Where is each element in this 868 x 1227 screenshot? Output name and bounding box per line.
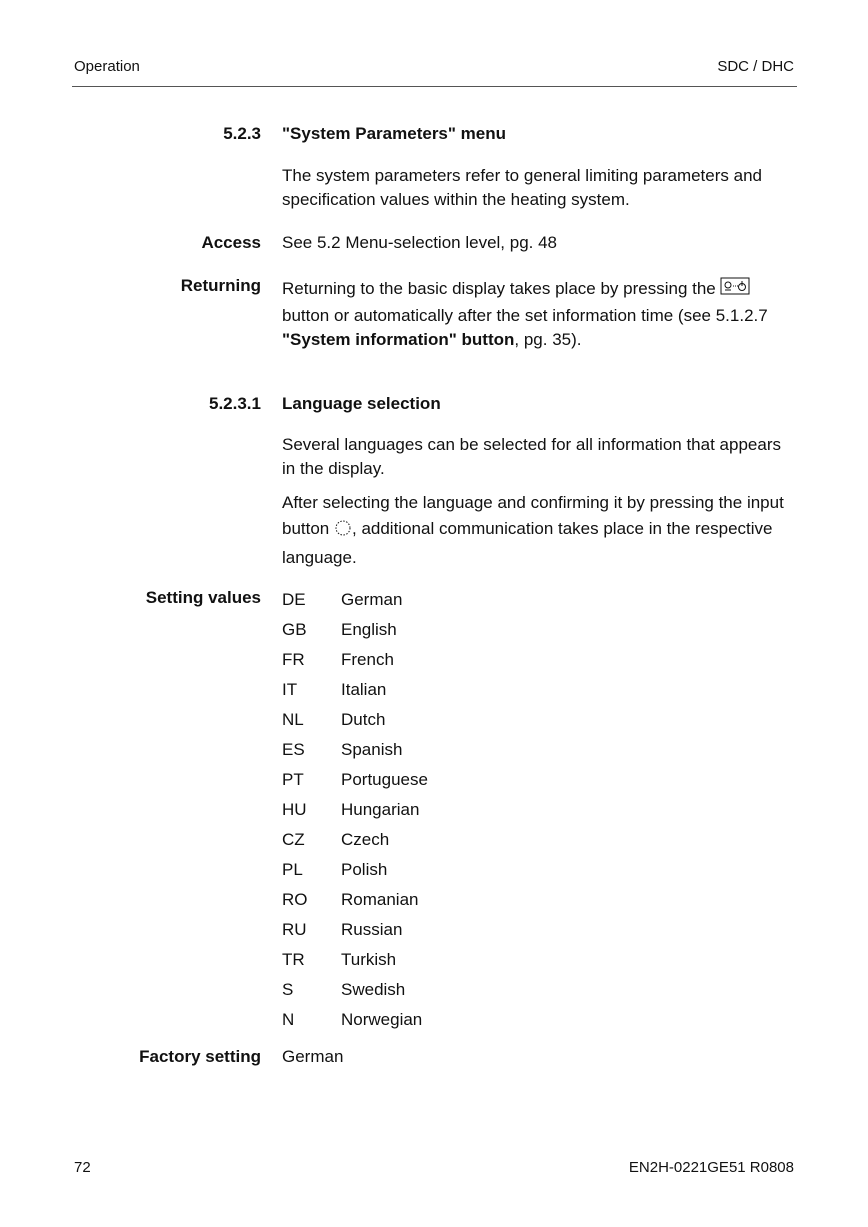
subsection-para2 [282,490,792,571]
list-item [282,948,428,978]
language-name: Italian [341,680,387,699]
language-name: Polish [341,860,388,879]
returning-text-bold: "System information" button [282,330,515,349]
language-code: ES [282,740,305,759]
input-button-icon [334,519,352,545]
subsection-title: Language selection [282,394,441,413]
list-item [282,648,428,678]
language-code: TR [282,950,305,969]
subsection-para1-text: Several languages can be selected for all information that appears in the display. [282,435,781,478]
list-item [282,858,428,888]
list-item [282,618,428,648]
language-code: DE [282,590,306,609]
language-name: Hungarian [341,800,420,819]
header-section-name: Operation [74,58,140,75]
list-item [282,588,428,618]
section-title: "System Parameters" menu [282,124,507,143]
factory-setting-label: Factory setting [139,1047,261,1066]
language-name: French [341,650,394,669]
language-name: Dutch [341,710,386,729]
section-intro-text: The system parameters refer to general limiting parameters and specification values within the heating system. [282,166,762,209]
list-item [282,1008,428,1038]
access-text: See 5.2 Menu-selection level, pg. 48 [282,233,558,252]
language-code: RU [282,920,307,939]
language-code: S [282,980,294,999]
language-code: N [282,1010,295,1029]
returning-text-mid: button or automatically after the set information time (see 5.1.2.7 [282,306,768,325]
language-code: PT [282,770,304,789]
language-name: English [341,620,397,639]
header-divider [72,86,797,87]
document-id: EN2H-0221GE51 R0808 [628,1159,794,1176]
returning-label: Returning [180,276,261,295]
access-label: Access [201,233,261,252]
language-code: IT [282,680,298,699]
section-number: 5.2.3 [223,124,261,143]
system-information-button-icon [720,277,750,304]
language-code: RO [282,890,308,909]
list-item [282,828,428,858]
language-name: Swedish [341,980,406,999]
subsection-para1 [282,433,792,481]
returning-text-post: , pg. 35). [514,330,582,349]
factory-setting-value: German [282,1047,344,1066]
language-name: Romanian [341,890,419,909]
subsection-number: 5.2.3.1 [209,394,261,413]
list-item [282,708,428,738]
language-code: FR [282,650,305,669]
subsection-para2-pre: After selecting the language and confirming it by pressing the input button [282,493,784,538]
list-item [282,798,428,828]
list-item [282,678,428,708]
list-item [282,768,428,798]
language-name: Russian [341,920,403,939]
returning-text [282,277,792,352]
language-code: CZ [282,830,305,849]
language-name: Portuguese [341,770,428,789]
header-product-name: SDC / DHC [717,58,794,75]
language-list [282,588,428,1038]
language-code: NL [282,710,304,729]
returning-text-pre: Returning to the basic display takes place by pressing the [282,279,716,298]
page-number: 72 [74,1159,91,1176]
language-name: Norwegian [341,1010,423,1029]
setting-values-label: Setting values [145,588,261,607]
section-intro [282,164,792,212]
subsection-para2-post: , additional communication takes place in the respective language. [282,519,773,567]
language-code: HU [282,800,307,819]
list-item [282,978,428,1008]
language-code: GB [282,620,307,639]
list-item [282,918,428,948]
language-code: PL [282,860,303,879]
language-name: Czech [341,830,390,849]
language-name: Turkish [341,950,397,969]
language-name: German [341,590,403,609]
language-name: Spanish [341,740,403,759]
list-item [282,738,428,768]
list-item [282,888,428,918]
